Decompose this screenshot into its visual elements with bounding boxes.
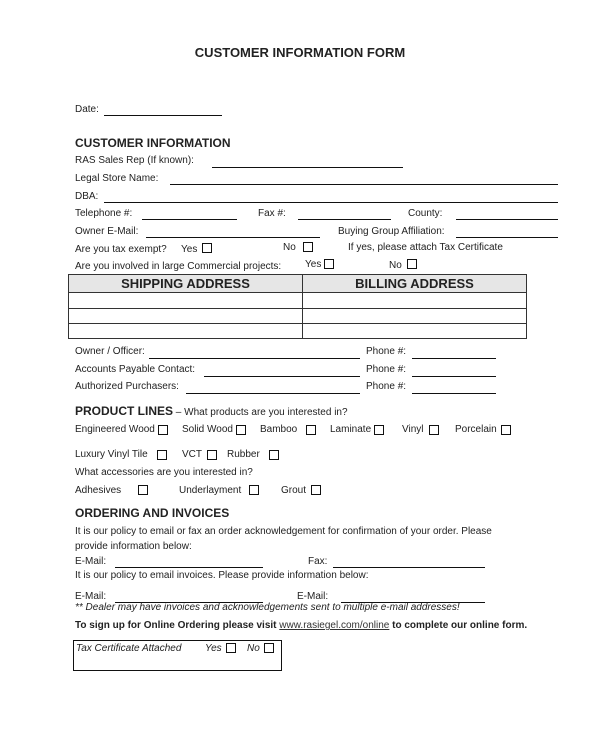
address-table	[68, 274, 527, 339]
signup-pre: To sign up for Online Ordering please visit	[75, 620, 280, 631]
dba-field[interactable]	[104, 202, 558, 203]
product-checkbox[interactable]	[236, 425, 246, 435]
commercial-no-checkbox[interactable]	[407, 259, 417, 269]
ack-email-label: E-Mail:	[75, 556, 107, 567]
purchasers-phone-field[interactable]	[412, 393, 496, 394]
tax-cert-label: Tax Certificate Attached	[76, 643, 182, 654]
product-checkbox[interactable]	[269, 450, 279, 460]
dba-label: DBA:	[75, 191, 99, 202]
product-checkbox[interactable]	[158, 425, 168, 435]
accessory-label: Underlayment	[179, 485, 242, 496]
billing-address-header: BILLING ADDRESS	[303, 275, 526, 292]
product-checkbox[interactable]	[207, 450, 217, 460]
product-checkbox[interactable]	[306, 425, 316, 435]
owner-field[interactable]	[149, 358, 360, 359]
tax-cert-no-label: No	[247, 643, 260, 654]
dealer-note: ** Dealer may have invoices and acknowledgements sent to multiple e-mail addresses!	[75, 602, 460, 613]
product-label: Luxury Vinyl Tile	[75, 449, 148, 460]
ap-label: Accounts Payable Contact:	[75, 364, 196, 375]
date-label: Date:	[75, 104, 99, 115]
telephone-field[interactable]	[142, 219, 237, 220]
purchasers-label: Authorized Purchasers:	[75, 381, 179, 392]
buying-group-label: Buying Group Affiliation:	[338, 226, 445, 237]
buying-group-field[interactable]	[456, 237, 558, 238]
product-lines-heading	[75, 404, 348, 419]
county-label: County:	[408, 208, 443, 219]
legal-name-field[interactable]	[170, 184, 558, 185]
purchasers-phone-label: Phone #:	[366, 381, 407, 392]
legal-name-label: Legal Store Name:	[75, 173, 159, 184]
county-field[interactable]	[456, 219, 558, 220]
accessory-label: Grout	[281, 485, 307, 496]
customer-heading: CUSTOMER INFORMATION	[75, 136, 231, 150]
owner-phone-label: Phone #:	[366, 346, 407, 357]
invoice-email-label: E-Mail:	[75, 591, 107, 602]
tax-cert-no-checkbox[interactable]	[264, 643, 274, 653]
table-row[interactable]	[69, 323, 526, 324]
product-label: Vinyl	[402, 424, 424, 435]
product-label: Porcelain	[455, 424, 497, 435]
product-label: Rubber	[227, 449, 260, 460]
policy-text: It is our policy to email or fax an order acknowledgement for confirmation of your order. Please	[75, 526, 492, 537]
ack-email-field[interactable]	[115, 567, 263, 568]
product-checkbox[interactable]	[429, 425, 439, 435]
ap-phone-field[interactable]	[412, 376, 496, 377]
shipping-address-header: SHIPPING ADDRESS	[69, 275, 302, 292]
ap-field[interactable]	[204, 376, 360, 377]
product-label: Engineered Wood	[75, 424, 155, 435]
fax-label: Fax #:	[258, 208, 286, 219]
ordering-heading: ORDERING AND INVOICES	[75, 506, 230, 520]
accessory-checkbox[interactable]	[311, 485, 321, 495]
product-checkbox[interactable]	[501, 425, 511, 435]
tax-exempt-yes-label: Yes	[181, 244, 198, 255]
tax-note: If yes, please attach Tax Certificate	[348, 242, 503, 253]
ap-phone-label: Phone #:	[366, 364, 407, 375]
product-lines-question: – What products are you interested in?	[173, 407, 348, 418]
fax-field[interactable]	[298, 219, 391, 220]
signup-post: to complete our online form.	[389, 620, 528, 631]
commercial-yes-label: Yes	[305, 259, 322, 270]
commercial-no-label: No	[389, 260, 402, 271]
invoice-email2-label: E-Mail:	[297, 591, 329, 602]
tax-exempt-yes-checkbox[interactable]	[202, 243, 212, 253]
owner-email-label: Owner E-Mail:	[75, 226, 139, 237]
owner-phone-field[interactable]	[412, 358, 496, 359]
accessory-checkbox[interactable]	[138, 485, 148, 495]
invoice-policy-text: It is our policy to email invoices. Please provide information below:	[75, 570, 369, 581]
product-lines-title: PRODUCT LINES	[75, 404, 174, 418]
product-label: Bamboo	[260, 424, 298, 435]
commercial-label: Are you involved in large Commercial projects:	[75, 261, 282, 272]
product-label: Laminate	[330, 424, 372, 435]
accessories-question: What accessories are you interested in?	[75, 467, 253, 478]
commercial-yes-checkbox[interactable]	[324, 259, 334, 269]
tax-exempt-label: Are you tax exempt?	[75, 244, 167, 255]
tax-cert-yes-label: Yes	[205, 643, 222, 654]
table-divider	[302, 275, 303, 338]
owner-label: Owner / Officer:	[75, 346, 145, 357]
signup-text	[75, 620, 527, 632]
product-label: VCT	[182, 449, 202, 460]
product-checkbox[interactable]	[157, 450, 167, 460]
table-row[interactable]	[69, 308, 526, 309]
ack-fax-label: Fax:	[308, 556, 328, 567]
online-ordering-link[interactable]: www.rasiegel.com/online	[279, 620, 390, 631]
owner-email-field[interactable]	[146, 237, 320, 238]
form-title: CUSTOMER INFORMATION FORM	[194, 45, 406, 60]
policy-text: provide information below:	[75, 541, 192, 552]
product-checkbox[interactable]	[374, 425, 384, 435]
accessory-checkbox[interactable]	[249, 485, 259, 495]
ack-fax-field[interactable]	[333, 567, 485, 568]
telephone-label: Telephone #:	[75, 208, 133, 219]
tax-cert-yes-checkbox[interactable]	[226, 643, 236, 653]
accessory-label: Adhesives	[75, 485, 122, 496]
table-row[interactable]	[69, 292, 526, 293]
purchasers-field[interactable]	[186, 393, 360, 394]
product-label: Solid Wood	[182, 424, 233, 435]
tax-exempt-no-label: No	[283, 242, 296, 253]
sales-rep-field[interactable]	[212, 167, 403, 168]
tax-exempt-no-checkbox[interactable]	[303, 242, 313, 252]
date-field[interactable]	[104, 115, 222, 116]
sales-rep-label: RAS Sales Rep (If known):	[75, 155, 194, 166]
